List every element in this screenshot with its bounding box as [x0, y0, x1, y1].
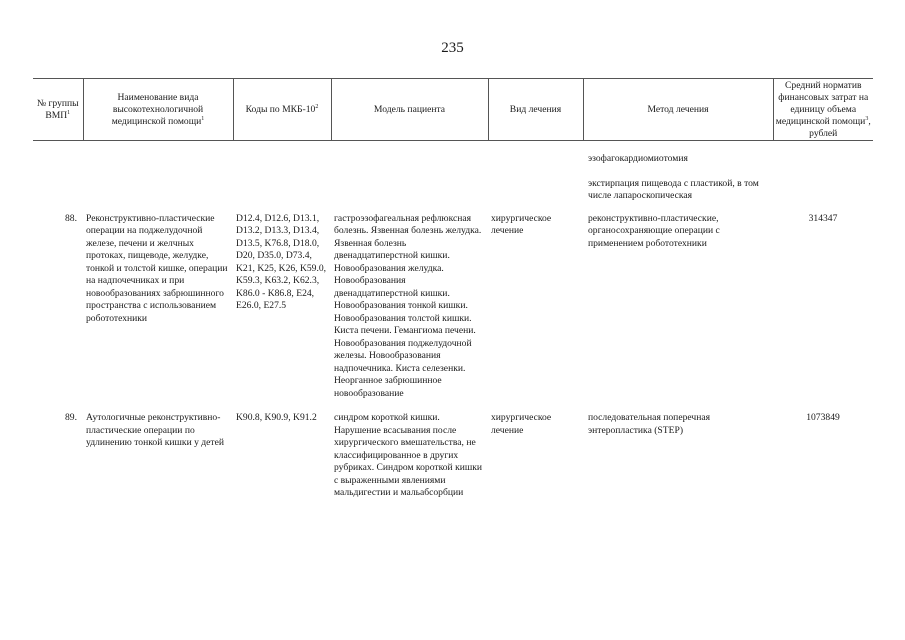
row-type: хирургическое лечение	[491, 212, 552, 236]
row-model: гастроэзофагеальная рефлюксная болезнь. Язвенная болезнь желудка. Язвенная болезнь двенадцатиперстной кишки. Новообразования желудка. Новообразования двенадцатиперстной кишки. Новообразования тонкой кишки. Новообразования толстой кишки. Киста печени. Гемангиома печени. Новообразования поджелудочной железы. Новообразования надпочечника. Киста селезенки. Неорганное забрюшинное новообразование	[334, 212, 482, 399]
row-method: последовательная поперечная энтеропластика (STEP)	[588, 412, 711, 436]
header-row	[33, 79, 873, 141]
header-treatment-method: Метод лечения	[583, 79, 773, 141]
table-row	[33, 203, 873, 401]
continuation-method	[583, 141, 773, 203]
row-codes: K90.8, K90.9, K91.2	[236, 412, 317, 423]
header-icd-codes: Коды по МКБ-$10^2$	[233, 79, 331, 141]
table-row	[33, 400, 873, 500]
continuation-row	[33, 141, 873, 203]
header-type-name: Наименование вида высокотехнологичной медицинской помощи$^1$	[83, 79, 233, 141]
header-group-no: № группы ВМП$^1$	[33, 79, 83, 141]
page-number: 235	[441, 40, 464, 56]
method-line: экстирпация пищевода с пластикой, в том числе лапароскопическая	[588, 177, 759, 201]
method-line: эзофагокардиомиотомия	[588, 153, 688, 164]
row-cost: 314347	[808, 212, 838, 224]
row-model: синдром короткой кишки. Нарушение всасывания после хирургического вмешательства, не классифицированное в других рубриках. Синдром короткой кишки с выраженными явлениями мальдигестии и мальабсорбции	[334, 412, 483, 498]
row-number: 89.	[65, 412, 77, 423]
vmp-table	[33, 78, 873, 500]
row-number: 88.	[65, 212, 77, 224]
row-name: Аутологичные реконструктивно-пластические операции по удлинению тонкой кишки у детей	[86, 412, 225, 448]
header-treatment-type: Вид лечения	[488, 79, 583, 141]
row-codes: D12.4, D12.6, D13.1, D13.2, D13.3, D13.4, D13.5, K76.8, D18.0, D20, D35.0, D73.4, K21, K25, K26, K59.0, K59.3, K63.2, K62.3, K86.0 - K86.8, E24, E26.0, E27.5	[236, 212, 327, 311]
row-name: Реконструктивно-пластические операции на поджелудочной железе, печени и желчных протоках, пищеводе, желудке, тонкой и толстой кишке, операции на надпочечниках и при новообразованиях забрюшинного пространства с использованием робототехники	[86, 212, 228, 324]
row-cost: 1073849	[806, 412, 840, 423]
row-type: хирургическое лечение	[491, 412, 552, 436]
row-method: реконструктивно-пластические, органосохраняющие операции с применением робототехники	[588, 212, 720, 249]
header-cost: Средний норматив финансовых затрат на единицу объема медицинской помощи$^3$, рублей	[773, 79, 873, 141]
header-patient-model: Модель пациента	[331, 79, 488, 141]
